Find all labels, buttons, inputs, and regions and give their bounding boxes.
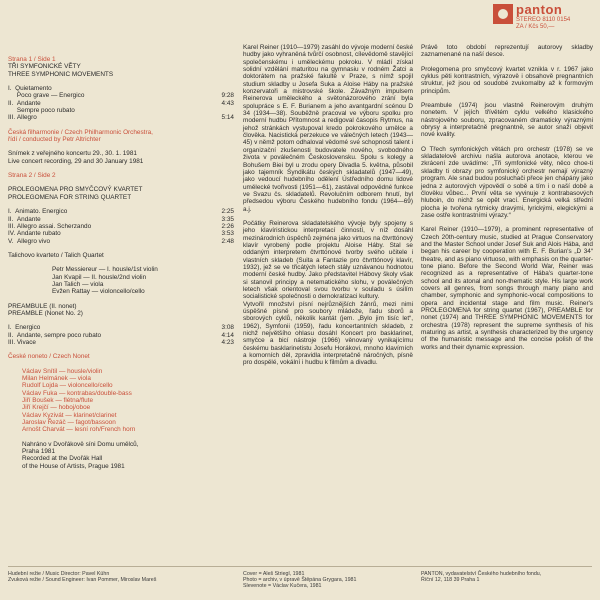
track-row — [8, 208, 234, 215]
player-line: Arnošt Charvát — lesní roh/French horn — [22, 426, 136, 434]
track-title: Sempre poco rubato — [8, 107, 75, 115]
side2-title-cz: PROLEGOMENA PRO SMYČCOVÝ KVARTET — [8, 186, 143, 194]
track-duration: 4:23 — [221, 338, 234, 346]
quartet-name: Talichovo kvarteto / Talich Quartet — [8, 251, 104, 259]
track-title: III. Allegro — [8, 114, 37, 122]
track-duration: 4:43 — [221, 99, 234, 107]
track-title: II. Andante — [8, 99, 41, 107]
credit-line: Cover = Aleš Striegl, 1981 — [243, 571, 305, 577]
credit-line: Photo = archiv, v úpravě Štěpána Grygara, 1981 — [243, 577, 357, 584]
track-row — [8, 107, 234, 114]
track-title: IV. Andante rubato — [8, 230, 61, 238]
preamble-tracks — [8, 324, 234, 346]
track-duration: 9:28 — [221, 92, 234, 100]
recording-line: Recorded at the Dvořák Hall — [22, 455, 103, 463]
tracklist-column — [8, 56, 234, 470]
credit-line: Slevenotе = Václav Kučera, 1981 — [243, 583, 322, 590]
track-row — [8, 85, 234, 92]
track-title: II. Andante — [8, 215, 41, 223]
side1-conductor: řídí / conducted by Petr Altrichter — [8, 136, 101, 144]
track-row — [8, 92, 234, 99]
track-title: I. Animato. Energico — [8, 208, 68, 216]
english-summary: Karel Reiner (1910—1979), a prominent representative of Czech 20th-century music, studied at Prague Conservatory and the Master School under Josef Suk and Alois Hába, and began his career by cooperation with E. F. Burian's „D 34“ theatre, and as piano virtuoso, with emphasis on the quarter-tone piano. Before the Second World War, Reiner was recognized as a representative of Hába's quarter-tone school and its atonal and non-thematic style. His large work covers all genres, from songs through many piano and chamber, symphonic and symphonic-vocal compositions to opera and incidental stage and film music. Reiner's PROLEGOMENA for string quartet (1967), PREAMBLE for nonet (1974) and THREE SYMPHONIC MOVEMENTS for orchestra (1978) represent the supreme synthesis of his maturing as artist, a synthesis characterized by the urgency of the humanistic message and the concise polish of the works and their dynamic expression. — [421, 226, 593, 351]
credit-line: PANTON, vydavatelství Českého hudebního fondu, — [421, 571, 542, 577]
side2-title-en: PROLEGOMENA FOR STRING QUARTET — [8, 193, 132, 201]
player-line: Václav Snítil — housle/violin — [22, 367, 103, 375]
player-line: Evžen Rattay — violoncello/cello — [52, 288, 145, 296]
nonet-name: České noneto / Czech Nonet — [8, 353, 90, 361]
track-title: Poco grave — Energico — [8, 92, 85, 100]
track-duration — [214, 85, 234, 92]
nonet-players — [8, 368, 234, 434]
publisher-credits — [421, 571, 541, 583]
credit-line: Hudební režie / Music Director: Pavel Kühn — [8, 571, 110, 577]
side1-tracks — [8, 85, 234, 122]
essay-paragraph: O Třech symfonických větách pro orchestr (1978) se ve skladatelově archivu našla autorova anotace, kterou ve zkrácení zde uvádíme: „Tři symfonické věty, něco choe-ti skladby ti obrazy pro symfonický orchestr nemají výrazný program. Ale snad budou posluchači přece jen chápány jako jedna z autorových výpovědí o sobě a tím i o naší době a člověku vůbec... První věta se vyvinuje z kontrabasových hluboin, do nichž se opět vrací. Energická velká střední plocha je tvořena rytmicky dravými, lyrickými, elegickými a zase ostře kontrastními výrazy.“ — [421, 145, 593, 219]
recording-line: Nahráno v Dvořákově síni Domu umělců, — [22, 440, 139, 448]
essay-paragraph: Vytvořil množství písní nejrůznějších žánrů, mezi nimi úspěšné písně pro soubory mládeže, řadu sborů a sborových cyklů, několik kantát (jem. „Bylo jim tisíc let“, 1962), Symfonii (1959), řadu koncertantních skladeb, z nichž největšího ohlasu dosáhl Koncert pro basklarinet, smyčce a bicí nástroje (1966) věnovaný vynikajícímu českému basklarinetistu Josefu Horákovi, mnoho klavírních a komorních děl, zpravidla interpretačně náročných, písně pro dospělé, vokální i hudbu k filmům a divadlu. — [243, 300, 413, 367]
footer-divider — [8, 566, 592, 567]
credit-line: Říční 12, 118 39 Praha 1 — [421, 577, 480, 584]
track-row — [8, 223, 234, 230]
recording-line: Praha 1981 — [22, 448, 56, 456]
side1-title-en: THREE SYMPHONIC MOVEMENTS — [8, 70, 114, 78]
track-row — [8, 332, 234, 339]
player-line: Jaroslav Řezáč — fagot/bassoon — [22, 419, 116, 427]
essay-column-1 — [243, 44, 413, 367]
price-line: ZA / Kčs 50,— — [516, 24, 555, 30]
track-duration: 3:08 — [221, 324, 234, 332]
essay-paragraph: Počátky Reinerova skladatelského vývoje byly spojeny s jeho klavíristickou interpretací činností, v níž dosáhl mezinárodních úspěchů zejména jako virtuos na čtvrttónový klavír vyrobený podle projektu Aloise Háby. Stal se oddaným interpretem čtvrttónové tvorby svého učitele i vlastních skladeb (Suita a Fantazie pro čtvrttónový klavír, 1932), jež se ve třicátých letech stály uznávanou hodnotou moderní české hudby. Jako představitel Hábovy školy však si stanovil principy a netematického slohu, v poválečných letech však orientoval svou tvorbu v souladu s úsilím socialistické společnosti o demokratizaci kultury. — [243, 219, 413, 301]
track-title: III. Allegro assai. Scherzando — [8, 222, 92, 230]
preamble-title-cz: PREAMBULE (II. nonet) — [8, 302, 77, 310]
track-row — [8, 324, 234, 331]
quartet-players — [8, 266, 234, 295]
player-line: Petr Messiereur — I. housle/1st violin — [52, 266, 158, 274]
player-line: Václav Fuka — kontrabas/double-bass — [22, 389, 132, 397]
track-duration: 3:53 — [221, 230, 234, 238]
track-duration: 3:35 — [221, 215, 234, 223]
side1-rec-cz: Snímek z veřejného koncertu 29., 30. 1. 1981 — [8, 150, 137, 158]
essay-paragraph: Preambule (1974) jsou vlastně Reinerovým druhým nonetem. V jejích třívětém cyklu velkého klasického nástrojového souboru, zpracovaném dramaticky výraznými obrysy a interpretačně pregnantně, se autor snaží objevit nové kvality. — [421, 102, 593, 139]
track-row — [8, 230, 234, 237]
track-row — [8, 100, 234, 107]
track-row — [8, 216, 234, 223]
track-title: V. Allegro vivo — [8, 237, 51, 245]
track-row — [8, 114, 234, 121]
track-duration: 2:26 — [221, 222, 234, 230]
player-line: Václav Kyzivát — klarinet/clarinet — [22, 411, 117, 419]
recording-location — [8, 441, 234, 470]
essay-paragraph: Karel Reiner (1910—1979) zasáhl do vývoje moderní české hudby jako vyhraněná tvůrčí osobnost, cílevědomě stavějící společenskému i uměleckému pokroku. V mládí získal solidní vzdělání maturitou na gymnasiu v rodném Žatci a doktorátem na pražské fakultě v Praze, s nímž spojil studium skladby u Josefa Suka a Aloise Háby na pražské konzervatoři a mistrovské škole. Závažným impulsem Reinerova uměleckého a světonázorového zrání byla spolupráce s E. F. Burianem a jeho avantgardní scénou D 34 (1934—38). Souběžně pracoval ve výboru spolku pro moderní hudbu Přítomnost a redigoval časopis Rytmus, na jehož stránkách vystupoval kredo pokrokového umělce a člověka. Nacistická perzekuce ve válečných letech (1943—45) v němž potom odhaloval vědomé své schopnosti talent i organizační zkušenosti budovatele nového, svobodného života v poválečném Československu. Spolu s kolegy a Bohušem Biei byl u zrodu opery Divadla 5. května, působil jako tajemník Syndikátu českých skladatelů (1947—49), jako vedoucí hudebního odělení Ústředního domu lidové umělecké tvořivosti (1951—61), zastával odpovědné funkce ve Svazu čs. skladatelů. Revolučním odborem hnutí, byl předsedou výboru Českého hudebního fondu (1964—69) a.j. — [243, 44, 413, 213]
essay-paragraph: Právě toto období reprezentují autorovy skladby zaznamenané na naší desce. — [421, 44, 593, 59]
artwork-credits — [243, 571, 356, 590]
player-line: Jan Talich — viola — [52, 280, 104, 288]
credit-line: Zvuková režie / Sound Engineer: Ivan Pommer, Miroslav Mareš — [8, 577, 157, 584]
brand-name: panton — [516, 2, 563, 17]
track-title: II. Andante, sempre poco rubato — [8, 331, 102, 339]
side2-tracks — [8, 208, 234, 245]
player-line: Jiří Boušek — flétna/flute — [22, 397, 94, 405]
side1-label: Strana 1 / Side 1 — [8, 56, 56, 63]
track-duration: 2:25 — [221, 208, 234, 216]
side1-title-cz: TŘI SYMFONICKÉ VĚTY — [8, 63, 81, 71]
track-title: I. Energico — [8, 324, 41, 332]
side2-label: Strana 2 / Side 2 — [8, 172, 56, 180]
player-line: Rudolf Lojda — violoncello/cello — [22, 382, 113, 390]
essay-column-2 — [421, 44, 593, 351]
track-duration: 4:14 — [221, 331, 234, 339]
catalog-info — [516, 17, 570, 31]
track-row — [8, 339, 234, 346]
track-title: III. Vivace — [8, 338, 36, 346]
side1-rec-en: Live concert recording, 29 and 30 January 1981 — [8, 157, 144, 165]
player-line: Jan Kvapil — II. housle/2nd violin — [52, 273, 147, 281]
track-duration: 5:14 — [221, 114, 234, 122]
essay-paragraph: Prolegomena pro smyčcový kvartet vznikla v r. 1967 jako cyklus pěti kontrastních, výrazově i obsahově pregnantních struktur, jež jsou od soudobé zvukomalby až k formovým principům. — [421, 65, 593, 95]
production-credits — [8, 571, 156, 583]
track-duration — [214, 107, 234, 114]
recording-line: of the House of Artists, Prague 1981 — [22, 462, 125, 470]
stereo-line: STEREO 8110 0154 — [516, 17, 571, 23]
track-title: I. Quietamento — [8, 85, 52, 93]
side1-orchestra: Česká filharmonie / Czech Philharmonic Orchestra, — [8, 128, 153, 136]
preamble-title-en: PREAMBLE (Nonet No. 2) — [8, 309, 83, 317]
track-row — [8, 238, 234, 245]
player-line: Milan Helmánek — viola — [22, 375, 91, 382]
player-line: Jiří Krejčí — hoboj/oboe — [22, 404, 91, 412]
panton-logo-icon — [493, 4, 513, 24]
track-duration: 2:48 — [221, 237, 234, 245]
